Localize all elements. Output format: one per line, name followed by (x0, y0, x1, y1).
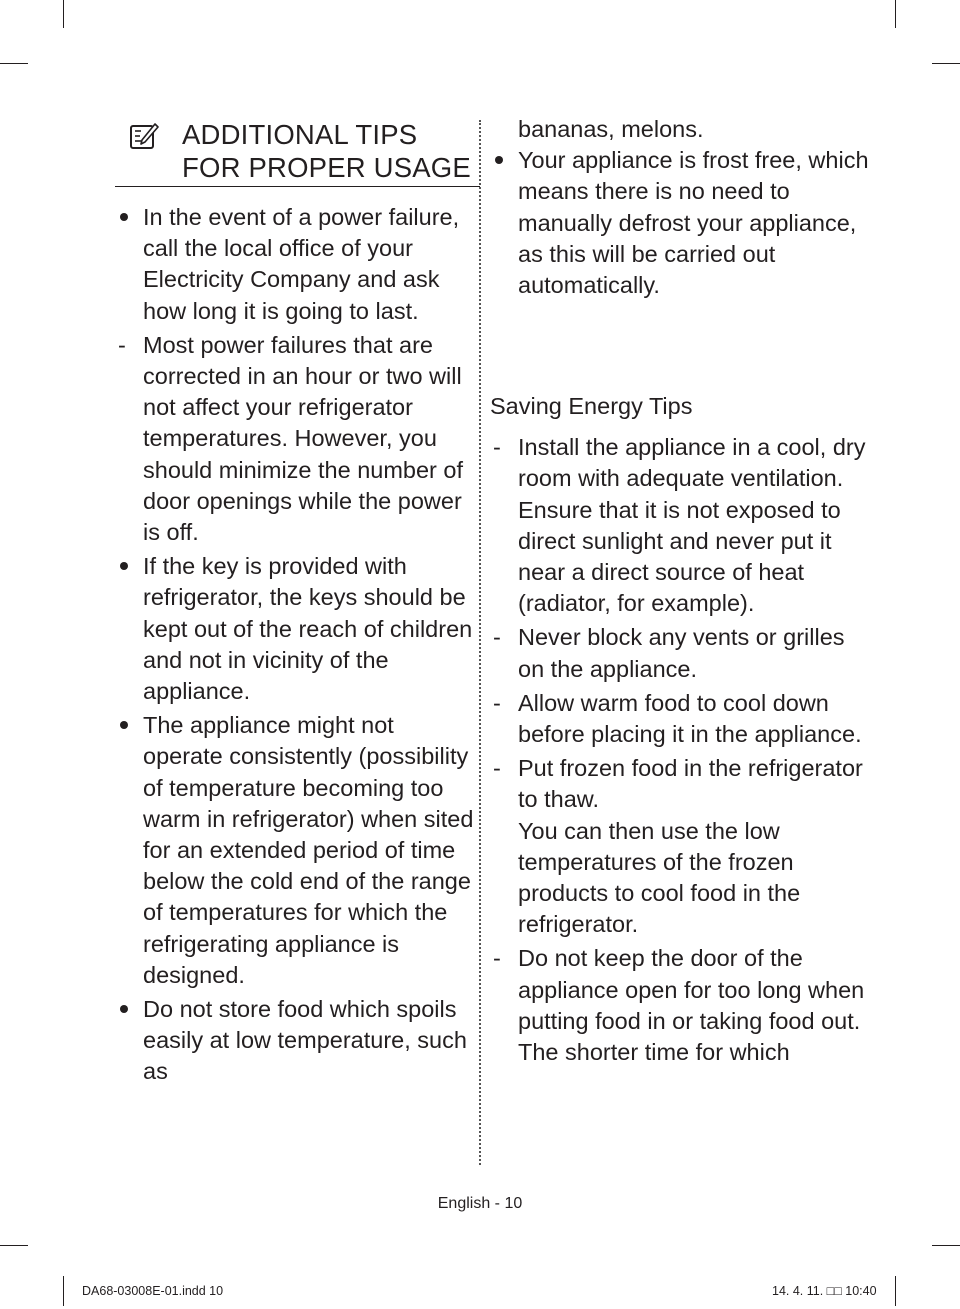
list-item: In the event of a power failure, call the local office of your Electricity Company and ask how long it is going to last. (115, 202, 480, 327)
bullet-icon (120, 721, 128, 729)
page-footer: English - 10 (437, 1195, 523, 1212)
list-item: Do not store food which spoils easily at low temperature, such as (115, 994, 480, 1088)
slug-divider (63, 1276, 64, 1306)
list-item: - Do not keep the door of the appliance open for too long when putting food in or taking food out. The shorter time for which (490, 943, 870, 1068)
list-item: Your appliance is frost free, which means there is no need to manually defrost your appliance, as this will be carried out automatically. (490, 145, 870, 301)
dash-marker: - (493, 434, 501, 461)
title-line-1: ADDITIONAL TIPS (182, 119, 418, 150)
bullet-icon (120, 562, 128, 570)
dash-marker: - (493, 624, 501, 651)
list-item: If the key is provided with refrigerator, the keys should be kept out of the reach of children and not in vicinity of the appliance. (115, 551, 480, 707)
list-item: - Most power failures that are corrected in an hour or two will not affect your refrigerator temperatures. However, you should minimize the number of door openings while the power is off. (115, 330, 480, 548)
left-column (115, 114, 480, 1088)
dash-marker: - (493, 689, 501, 716)
dash-marker: - (493, 755, 501, 782)
bullet-icon (495, 156, 503, 164)
bullet-icon (120, 1005, 128, 1013)
tips-list (115, 202, 480, 1088)
crop-mark (0, 1245, 28, 1246)
section-title: Saving Energy Tips (490, 393, 693, 420)
title-line-2: FOR PROPER USAGE (182, 152, 471, 183)
tips-list-continued (490, 114, 870, 301)
list-item: - Put frozen food in the refrigerator to thaw. You can then use the low temperatures of the frozen products to cool food in the refrigerator. (490, 753, 870, 940)
crop-mark (0, 63, 28, 64)
note-pencil-icon (129, 122, 159, 152)
section-heading (115, 114, 480, 187)
dash-marker: - (493, 945, 501, 972)
right-column (490, 114, 870, 1068)
bullet-icon (120, 213, 128, 221)
crop-mark (932, 1245, 960, 1246)
dash-marker: - (118, 331, 126, 358)
list-item-continuation: bananas, melons. (518, 116, 704, 142)
slug-filename: DA68-03008E-01.indd 10 (82, 1284, 224, 1298)
crop-mark (932, 63, 960, 64)
crop-mark (63, 0, 64, 28)
list-item: - Never block any vents or grilles on the appliance. (490, 622, 870, 684)
list-item: - Install the appliance in a cool, dry room with adequate ventilation. Ensure that it is not exposed to direct sunlight and never put it near a direct source of heat (radiator, for example). (490, 432, 870, 619)
crop-mark (895, 0, 896, 28)
list-item: - Allow warm food to cool down before placing it in the appliance. (490, 688, 870, 750)
energy-tips-list (490, 432, 870, 1068)
slug-divider (895, 1276, 896, 1306)
list-item: The appliance might not operate consistently (possibility of temperature becoming too warm in refrigerator) when sited for an extended period of time below the cold end of the range of temperatures for which the refrigerating appliance is designed. (115, 710, 480, 991)
page-title (182, 118, 471, 184)
slug-date: 14. 4. 11. □□ 10:40 (772, 1284, 877, 1298)
column-divider (479, 120, 481, 1165)
